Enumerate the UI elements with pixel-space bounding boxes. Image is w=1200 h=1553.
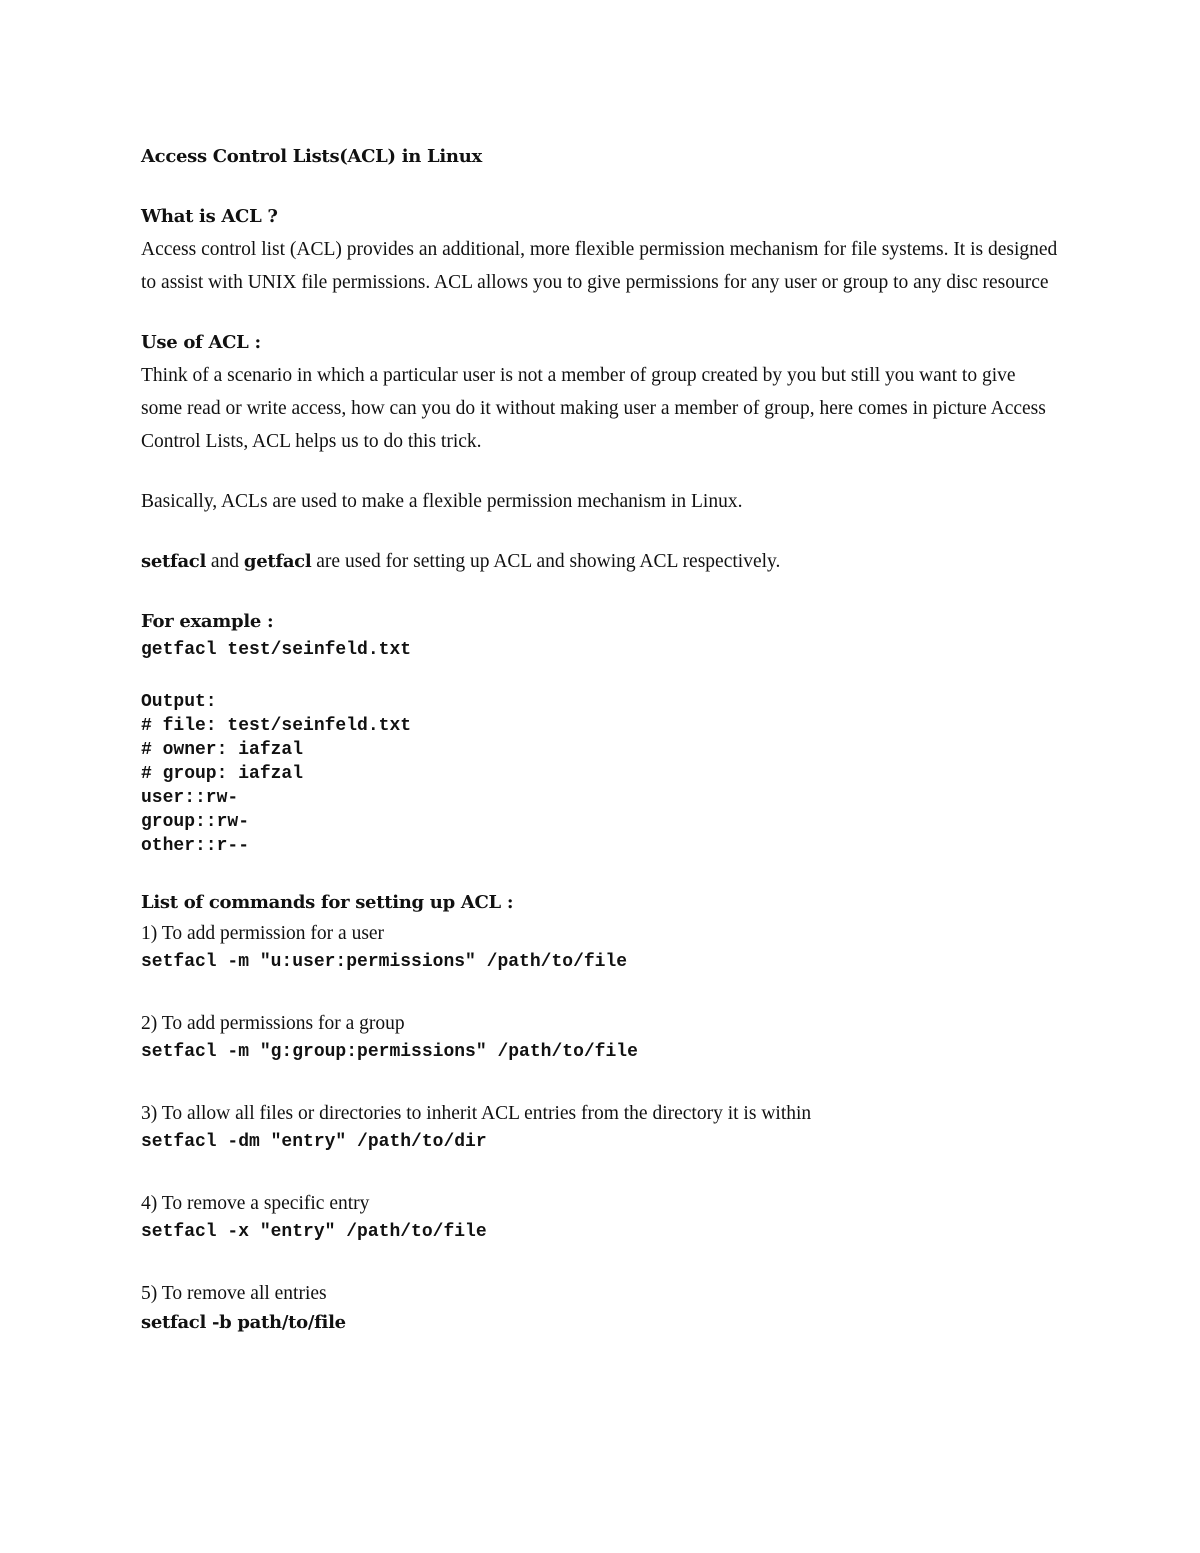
spacer — [141, 299, 1061, 326]
spacer — [141, 1157, 1061, 1189]
spacer — [141, 518, 1061, 545]
example-command: getfacl test/seinfeld.txt — [141, 640, 412, 660]
use-of-acl-heading: Use of ACL : — [141, 332, 261, 353]
spacer — [141, 662, 1061, 690]
for-example-heading: For example : — [141, 611, 274, 632]
document-content — [141, 140, 1061, 1337]
command-code: setfacl -b path/to/file — [141, 1312, 346, 1333]
spacer — [141, 858, 1061, 886]
command-description: 5) To remove all entries — [141, 1283, 327, 1304]
command-description: 3) To allow all files or directories to inherit ACL entries from the directory it is within — [141, 1103, 812, 1124]
commands-heading: List of commands for setting up ACL : — [141, 892, 514, 913]
command-list — [141, 919, 1061, 1337]
tools-and: and — [206, 551, 244, 572]
output-block — [141, 690, 1061, 858]
basically-paragraph: Basically, ACLs are used to make a flexible permission mechanism in Linux. — [141, 491, 743, 512]
spacer — [141, 977, 1061, 1009]
setfacl-term: setfacl — [141, 551, 207, 572]
output-line: group::rw- — [141, 812, 250, 832]
command-description: 4) To remove a specific entry — [141, 1193, 370, 1214]
command-code: setfacl -x "entry" /path/to/file — [141, 1222, 487, 1242]
spacer — [141, 578, 1061, 605]
spacer — [141, 173, 1061, 200]
command-description: 1) To add permission for a user — [141, 923, 385, 944]
use-of-acl-body: Think of a scenario in which a particular user is not a member of group created by you but still you want to give some read or write access, how can you do it without making user a member of group, here comes in picture Access Control Lists, ACL helps us to do this trick. — [141, 365, 1046, 452]
what-is-acl-heading: What is ACL ? — [141, 206, 278, 227]
output-label: Output: — [141, 692, 217, 712]
output-line: other::r-- — [141, 836, 250, 856]
output-line: # owner: iafzal — [141, 740, 304, 760]
page-title: Access Control Lists(ACL) in Linux — [141, 146, 482, 167]
spacer — [141, 1247, 1061, 1279]
output-line: user::rw- — [141, 788, 239, 808]
command-code: setfacl -dm "entry" /path/to/dir — [141, 1132, 487, 1152]
spacer — [141, 458, 1061, 485]
output-line: # file: test/seinfeld.txt — [141, 716, 412, 736]
tools-paragraph — [141, 545, 1061, 578]
command-code: setfacl -m "g:group:permissions" /path/to/file — [141, 1042, 638, 1062]
tools-rest: are used for setting up ACL and showing ACL respectively. — [311, 551, 781, 572]
getfacl-term: getfacl — [243, 551, 312, 572]
command-description: 2) To add permissions for a group — [141, 1013, 405, 1034]
what-is-acl-body: Access control list (ACL) provides an additional, more flexible permission mechanism for file systems. It is designed to assist with UNIX file permissions. ACL allows you to give permissions for any user or group to any disc resource — [141, 239, 1058, 293]
output-line: # group: iafzal — [141, 764, 304, 784]
spacer — [141, 1067, 1061, 1099]
command-code: setfacl -m "u:user:permissions" /path/to/file — [141, 952, 628, 972]
